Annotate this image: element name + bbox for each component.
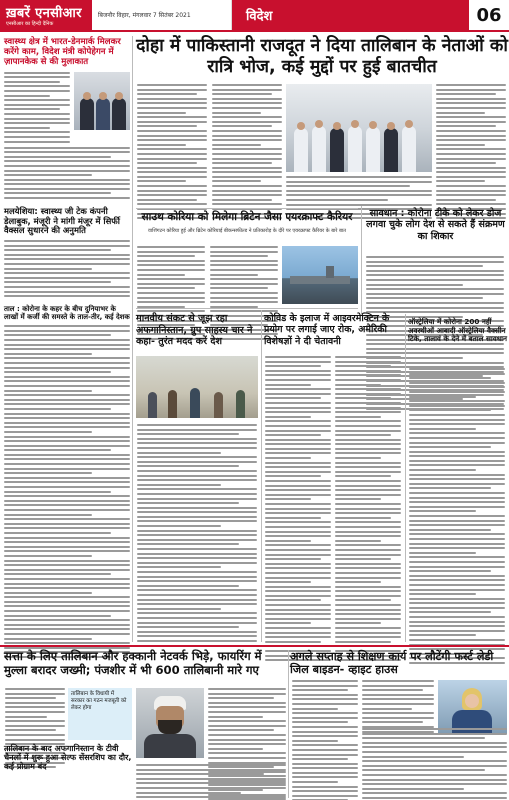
story-body xyxy=(265,356,331,661)
lead-headline: दोहा में पाकिस्तानी राजदूत ने दिया तालिबान के नेताओं को रात्रि भोज, कई मुद्दों पर हुई बातचीत xyxy=(136,36,508,77)
story-body xyxy=(4,147,130,200)
page-header xyxy=(0,0,509,32)
story-heading: साउथ कोरिया को मिलेगा ब्रिटेन जैसा एयरक्राफ्ट कैरियर xyxy=(141,211,353,223)
brand-tagline: एनसीआर का हिन्दी दैनिक xyxy=(6,21,54,27)
page-number: 06 xyxy=(469,0,509,30)
story-heading: ऑस्ट्रेलिया में कोरोना 200 नहीं अवस्थीओं आबादी ऑस्ट्रेलिया वैक्सीन टिके, तालावं के देने में बताल सावधान xyxy=(408,317,507,344)
story-heading: मानवीय संकट से जूझ रहा अफगानिस्तान, ग्रुप साहस्य चार ने कहा- तुरंत मदद करें देश xyxy=(136,313,253,347)
lead-story-body xyxy=(212,84,282,219)
brand-name: ख़बरें एनसीआर xyxy=(6,6,82,21)
lead-story-body xyxy=(137,84,207,219)
diplomats-photo xyxy=(74,72,130,130)
story-heading: तालिबान के बाद अफगानिस्तान के टीवी चैनलों में शुरू हुआ सेल्फ सेंसरशिप का दौर, कई प्रोग्राम बंद xyxy=(4,744,132,772)
aircraft-carrier-photo xyxy=(282,246,358,304)
story-heading: स्वास्थ्य क्षेत्र में भारत-डेनमार्क मिलकर करेंगे काम, विदेश मंत्री कोपेहेगन में ज़ापानकेक से की मुलाकात xyxy=(4,37,121,67)
lead-story-body xyxy=(436,84,506,219)
story-body xyxy=(4,325,130,658)
afghanistan-photo xyxy=(136,356,258,418)
story-body xyxy=(335,356,401,661)
taliban-dinner-photo xyxy=(286,84,432,172)
story-heading: अगले सप्ताह से शिक्षण कार्य पर लौटेंगी फर्स्ट लेडी जिल बाइडन- व्हाइट हाउस xyxy=(290,650,494,677)
jill-biden-photo xyxy=(438,680,507,734)
story-heading: सत्ता के लिए तालिबान और हक्कानी नेटवर्क भिड़े, फायरिंग में मुल्ला बरादर जख्मी; पंजशीर में भी 600 तालिबानी मारे गए xyxy=(4,649,262,677)
story-heading: मलयेशिया: स्वास्थ्य जी टेक कंपनी डेलाबुक, मंजूरी ने मांगी मंजूर में सिर्फी वैक्सल सुधारने की अनुमति xyxy=(4,206,120,236)
baradar-photo xyxy=(136,688,204,758)
story-heading: कोविड के इलाज में आइवरमेक्टिन के प्रयोग पर लगाई जाए रोक, अमेरिकी विशेषज्ञों ने दी चेतावनी xyxy=(264,313,390,347)
story-body xyxy=(362,680,434,733)
story-body xyxy=(4,72,70,143)
issue-meta: बिजनौर विहार, मंगलवार 7 सितंबर 2021 xyxy=(92,0,232,30)
story-body xyxy=(292,680,358,800)
taliban-info-box: तालिबान के विधायी में सरकार का गठन मजबूती को लेकर होगा xyxy=(68,688,132,740)
story-body xyxy=(137,424,257,642)
story-heading: सावधान : कोरोना टीके को लेकर डोज लगवा चुके लोग देश से सकते हैं संक्रमण का शिकार xyxy=(366,208,505,242)
newspaper-brand xyxy=(0,0,92,30)
story-heading: ताल : कोरोना के कहर के बीच दुनियाभर के लाखों में कर्जी की समस्ते के ताल-तीर, कई देशक xyxy=(4,305,130,322)
story-body xyxy=(4,240,130,297)
left-column xyxy=(4,38,130,658)
story-body xyxy=(362,728,507,800)
section-title: विदेश xyxy=(232,0,469,30)
story-subheading: वाशिंगटन कोरिया हुई और ब्रिटेन कोरियाई बीकन्सफील्ड ने प्रतिकारोड़ के दौरे पर एयरक्राफ्ट कैरियर के बारे बात xyxy=(147,228,347,234)
story-body xyxy=(136,764,286,800)
story-body xyxy=(409,368,505,664)
